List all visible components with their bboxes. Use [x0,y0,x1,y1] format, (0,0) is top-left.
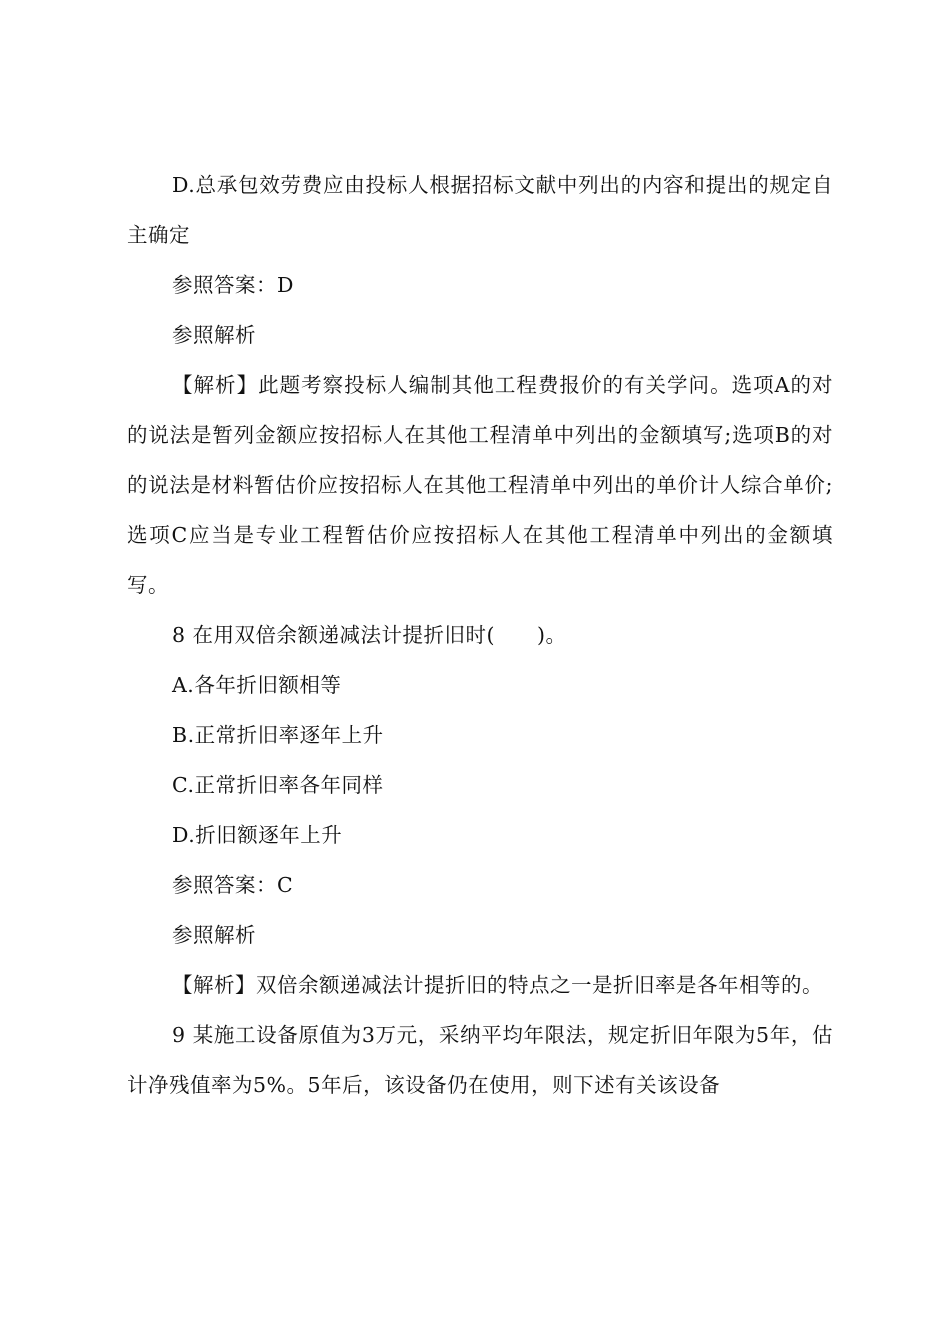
answer-q8: 参照答案：C [172,873,294,897]
analysis-heading-q8: 参照解析 [172,923,256,947]
analysis-text-q7: 【解析】此题考察投标人编制其他工程费报价的有关学问。选项A的对的说法是暂列金额应按招标人在其他工程清单中列出的金额填写;选项B的对的说法是材料暂估价应按招标人在其他工程清单中列出的单价计人综合单价;选项C应当是专业工程暂估价应按招标人在其他工程清单中列出的金额填写。 [127,373,833,597]
analysis-text-q8: 【解析】双倍余额递减法计提折旧的特点之一是折旧率是各年相等的。 [172,973,823,997]
option-d-q7: D.总承包效劳费应由投标人根据招标文献中列出的内容和提出的规定自主确定 [127,173,833,247]
option-c-q8: C.正常折旧率各年同样 [172,773,384,797]
document-body [127,160,833,1110]
option-b-q8: B.正常折旧率逐年上升 [172,723,384,747]
answer-q7: 参照答案：D [172,273,294,297]
analysis-heading-q7: 参照解析 [172,323,256,347]
question-9: 9 某施工设备原值为3万元，采纳平均年限法，规定折旧年限为5年，估计净残值率为5%。5年后，该设备仍在使用，则下述有关该设备 [127,1023,833,1097]
option-d-q8: D.折旧额逐年上升 [172,823,343,847]
question-8: 8 在用双倍余额递减法计提折旧时( )。 [172,623,567,647]
option-a-q8: A.各年折旧额相等 [172,673,342,697]
